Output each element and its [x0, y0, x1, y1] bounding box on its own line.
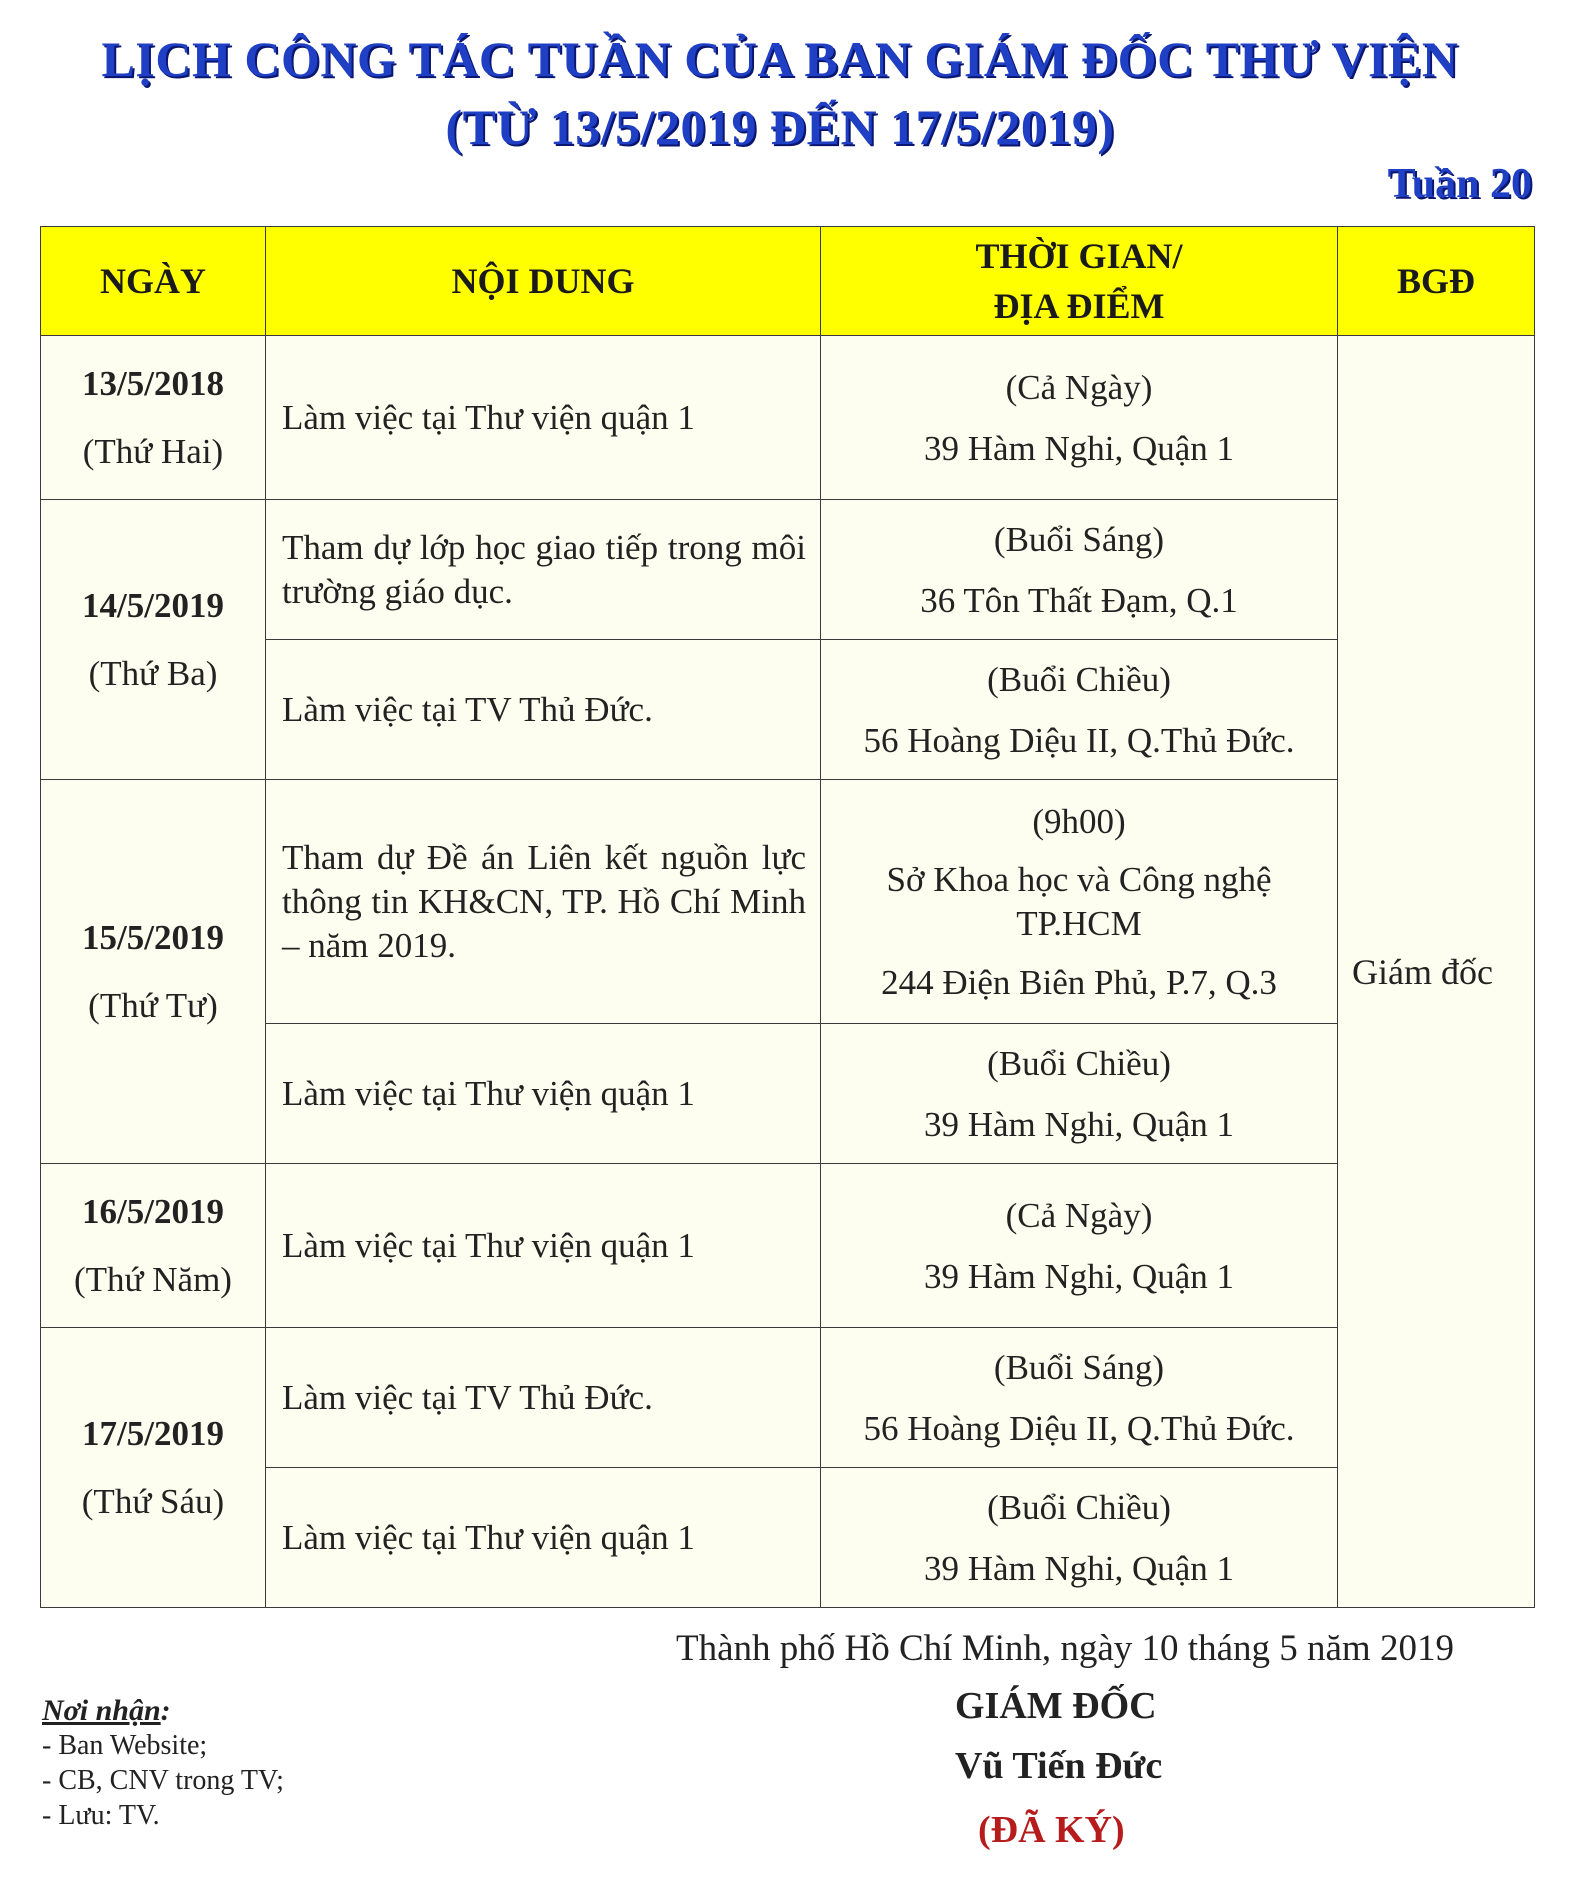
day-weekday: (Thứ Sáu) — [81, 1481, 225, 1521]
time-cell — [821, 780, 1338, 1024]
time-cell — [821, 1164, 1338, 1328]
header-place: ĐỊA ĐIỂM — [993, 286, 1165, 326]
entry-time: (Buổi Sáng) — [993, 1347, 1165, 1387]
day-cell — [41, 336, 266, 500]
entry-time: (Buổi Chiều) — [987, 1043, 1171, 1083]
table-row — [41, 1024, 1535, 1164]
day-cell — [41, 1164, 266, 1328]
entry-content: Làm việc tại TV Thủ Đức. — [282, 1377, 653, 1417]
day-date: 15/5/2019 — [82, 917, 224, 957]
table-row — [41, 1328, 1535, 1468]
recipients-heading — [42, 1693, 284, 1728]
entry-place: 56 Hoàng Diệu II, Q.Thủ Đức. — [863, 720, 1295, 760]
recipient-item: - Lưu: TV. — [42, 1800, 160, 1831]
entry-content: Làm việc tại Thư viện quận 1 — [282, 397, 695, 437]
table-row — [41, 780, 1535, 1024]
recipients-heading-text: Nơi nhận — [42, 1694, 161, 1727]
entry-content: Làm việc tại Thư viện quận 1 — [282, 1517, 695, 1557]
entry-time: (Cả Ngày) — [1005, 1195, 1153, 1235]
entry-place-address: 244 Điện Biên Phủ, P.7, Q.3 — [881, 962, 1277, 1002]
recipients-heading-colon: : — [160, 1694, 171, 1727]
day-weekday: (Thứ Năm) — [74, 1259, 232, 1299]
content-cell — [266, 500, 821, 640]
signer-title: GIÁM ĐỐC — [955, 1685, 1157, 1727]
issue-date-line: Thành phố Hồ Chí Minh, ngày 10 tháng 5 năm 2019 — [676, 1628, 1454, 1669]
time-cell — [821, 1328, 1338, 1468]
content-cell — [266, 780, 821, 1024]
recipient-item: - Ban Website; — [42, 1730, 208, 1761]
entry-content: Làm việc tại Thư viện quận 1 — [282, 1073, 695, 1113]
recipients-block — [42, 1693, 284, 1833]
table-header-row — [41, 227, 1535, 336]
day-cell — [41, 780, 266, 1164]
day-date: 17/5/2019 — [82, 1413, 224, 1453]
header-time-place — [821, 227, 1338, 336]
entry-time: (9h00) — [1032, 801, 1126, 841]
entry-content: Làm việc tại Thư viện quận 1 — [282, 1225, 695, 1265]
entry-place: 39 Hàm Nghi, Quận 1 — [923, 1104, 1235, 1144]
day-cell — [41, 1328, 266, 1608]
entry-place: 36 Tôn Thất Đạm, Q.1 — [920, 580, 1238, 620]
week-label: Tuần 20 — [1387, 161, 1532, 207]
day-date: 16/5/2019 — [82, 1191, 224, 1231]
entry-place: 39 Hàm Nghi, Quận 1 — [923, 428, 1235, 468]
day-weekday: (Thứ Tư) — [88, 985, 218, 1025]
table-row — [41, 1164, 1535, 1328]
bgd-cell: Giám đốc — [1338, 336, 1535, 1608]
header-time: THỜI GIAN/ — [975, 236, 1183, 276]
table-row — [41, 336, 1535, 500]
time-cell — [821, 1468, 1338, 1608]
table-row — [41, 500, 1535, 640]
header-content: NỘI DUNG — [266, 227, 821, 336]
content-cell — [266, 1468, 821, 1608]
schedule-table — [40, 226, 1535, 1608]
entry-place: Sở Khoa học và Công nghệ TP.HCM — [886, 859, 1272, 943]
entry-content: Tham dự Đề án Liên kết nguồn lực thông tin KH&CN, TP. Hồ Chí Minh – năm 2019. — [282, 837, 806, 965]
content-cell — [266, 1164, 821, 1328]
content-cell — [266, 1328, 821, 1468]
header-bgd: BGĐ — [1338, 227, 1535, 336]
signed-status: (ĐÃ KÝ) — [978, 1809, 1125, 1851]
content-cell — [266, 640, 821, 780]
entry-content: Làm việc tại TV Thủ Đức. — [282, 689, 653, 729]
time-cell — [821, 500, 1338, 640]
entry-place: 39 Hàm Nghi, Quận 1 — [923, 1256, 1235, 1296]
document-date-range: (TỪ 13/5/2019 ĐẾN 17/5/2019) — [445, 99, 1115, 155]
content-cell — [266, 1024, 821, 1164]
document-title: LỊCH CÔNG TÁC TUẦN CỦA BAN GIÁM ĐỐC THƯ VIỆN — [101, 31, 1459, 87]
time-cell — [821, 1024, 1338, 1164]
table-row — [41, 640, 1535, 780]
day-cell — [41, 500, 266, 780]
entry-content: Tham dự lớp học giao tiếp trong môi trường giáo dục. — [282, 527, 806, 611]
day-date: 13/5/2018 — [82, 363, 224, 403]
content-cell — [266, 336, 821, 500]
entry-time: (Buổi Chiều) — [987, 659, 1171, 699]
day-weekday: (Thứ Hai) — [82, 431, 224, 471]
entry-time: (Buổi Chiều) — [987, 1487, 1171, 1527]
signer-name: Vũ Tiến Đức — [955, 1745, 1163, 1787]
entry-place: 56 Hoàng Diệu II, Q.Thủ Đức. — [863, 1408, 1295, 1448]
recipient-item: - CB, CNV trong TV; — [42, 1765, 284, 1796]
table-row — [41, 1468, 1535, 1608]
header-day: NGÀY — [41, 227, 266, 336]
entry-time: (Cả Ngày) — [1005, 367, 1153, 407]
time-cell — [821, 336, 1338, 500]
entry-time: (Buổi Sáng) — [993, 519, 1165, 559]
day-weekday: (Thứ Ba) — [88, 653, 218, 693]
entry-place: 39 Hàm Nghi, Quận 1 — [923, 1548, 1235, 1588]
time-cell — [821, 640, 1338, 780]
day-date: 14/5/2019 — [82, 585, 224, 625]
